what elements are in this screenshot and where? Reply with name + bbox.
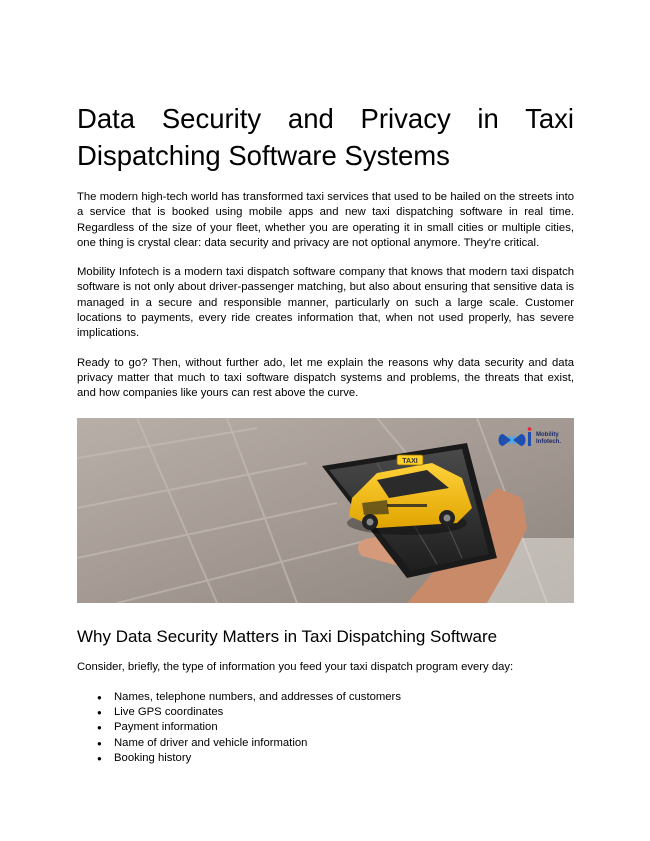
list-item: ● Live GPS coordinates [77,705,574,720]
document-page [77,100,574,766]
hero-image [77,418,574,603]
list-item: ● Names, telephone numbers, and addresses of customers [77,690,574,705]
taxi-app-illustration [77,418,574,603]
section-intro: Consider, briefly, the type of information you feed your taxi dispatch program every day: [77,660,514,673]
taxi-sign-text: TAXI [402,457,418,465]
title-line-1: Data Security and Privacy in Taxi [77,103,574,134]
list-item: ● Booking history [77,751,574,766]
data-types-list [77,690,574,766]
document-title [77,100,574,174]
section-heading: Why Data Security Matters in Taxi Dispatching Software [77,626,498,646]
list-item: ● Payment information [77,720,574,735]
paragraph-intro: The modern high-tech world has transformed taxi services that used to be hailed on the streets into a service that is booked using mobile apps and new taxi dispatching software in real time. Regardless of the size of your fleet, whether you are operating it in small cities or multiple cities, one thing is crystal clear: data security and privacy are not optional anymore. They're critical. [77,191,574,249]
list-item: ● Name of driver and vehicle information [77,736,574,751]
logo-wordmark: Mobility Infotech. [536,431,561,445]
title-line-2: Dispatching Software Systems [77,140,450,171]
paragraph-company: Mobility Infotech is a modern taxi dispatch software company that knows that modern taxi dispatch software is not only about driver-passenger matching, but also about ensuring that sensitive data is managed in a secure and responsible manner, particularly on such a large scale. Customer locations to payments, every ride creates information that, when not used properly, has severe implications. [77,266,574,340]
paragraph-outline: Ready to go? Then, without further ado, let me explain the reasons why data security and data privacy matter that much to taxi software dispatch systems and problems, the threats that exist, and how companies like yours can rest above the curve. [77,356,574,400]
